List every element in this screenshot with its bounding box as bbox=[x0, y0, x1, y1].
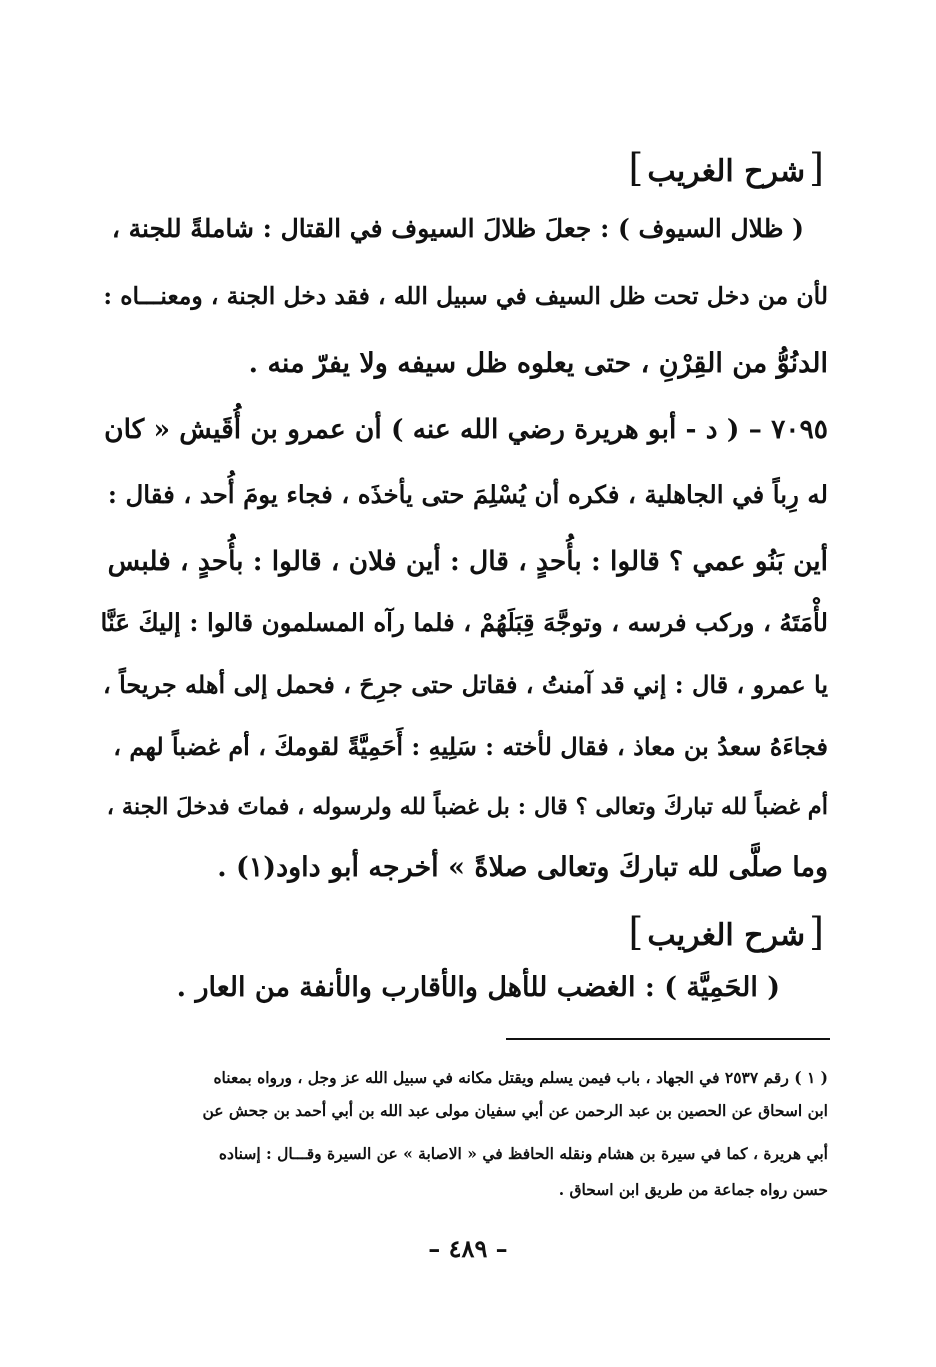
text-line: له رِباً في الجاهلية ، فكره أن يُسْلِمَ حتى يأخذَه ، فجاء يومَ أُحد ، فقال : bbox=[107, 480, 828, 509]
section-heading-gharib-2 bbox=[625, 912, 828, 956]
text-line: الدنُوُّ من القِرْنِ ، حتى يعلوه ظل سيفه ولا يفرّ منه . bbox=[248, 348, 828, 379]
text-line: لأْمَتَهُ ، وركب فرسه ، وتوجَّهَ قِبَلَهُمْ ، فلما رآه المسلمون قالوا : إليكَ عَنَّا bbox=[100, 608, 828, 637]
footnote-line: أبي هريرة ، كما في سيرة بن هشام ونقله الحافظ في « الاصابة » عن السيرة وقـــال : إسناده bbox=[218, 1144, 828, 1163]
bracket-close: ] bbox=[628, 146, 644, 190]
heading-text: شرح الغريب bbox=[647, 918, 806, 953]
footnote-line: حسن رواه جماعة من طريق ابن اسحاق . bbox=[558, 1180, 828, 1199]
text-line: لأن من دخل تحت ظل السيف في سبيل الله ، فقد دخل الجنة ، ومعنـــاه : bbox=[103, 282, 828, 310]
text-line: ( ظلال السيوف ) : جعلَ ظلالَ السيوف في القتال : شاملةً للجنة ، bbox=[111, 214, 804, 243]
bracket-close: ] bbox=[628, 910, 644, 954]
footnote-line: ابن اسحاق عن الحصين بن عبد الرحمن عن أبي سفيان مولى عبد الله بن أبي أحمد بن جحش عن bbox=[202, 1101, 828, 1120]
footnote-divider bbox=[506, 1038, 830, 1040]
text-line: ( الحَمِيَّة ) : الغضب للأهل والأقارب والأنفة من العار . bbox=[176, 972, 780, 1003]
bracket-open: [ bbox=[809, 910, 824, 954]
text-line: يا عمرو ، قال : إني قد آمنتُ ، فقاتل حتى جرِحَ ، فحمل إلى أهله جريحاً ، bbox=[102, 670, 828, 699]
section-heading-gharib bbox=[625, 148, 828, 192]
text-line: أم غضباً لله تباركَ وتعالى ؟ قال : بل غضباً لله ولرسوله ، فماتَ فدخلَ الجنة ، bbox=[106, 794, 828, 820]
heading-text: شرح الغريب bbox=[647, 154, 806, 189]
footnote-line: ( ١ ) رقم ٢٥٣٧ في الجهاد ، باب فيمن يسلم ويقتل مكانه في سبيل الله عز وجل ، ورواه بمعناه bbox=[213, 1068, 828, 1087]
text-line: فجاءَهُ سعدُ بن معاذ ، فقال لأخته : سَلِيهِ : أَحَمِيَّةً لقومكَ ، أم غضباً لهم ، bbox=[113, 732, 828, 761]
text-line: وما صلَّى لله تباركَ وتعالى صلاةً » أخرجه أبو داود(١) . bbox=[217, 852, 828, 883]
page-number: – ٤٨٩ – bbox=[428, 1234, 508, 1263]
text-line: أين بَنُو عمي ؟ قالوا : بأُحدٍ ، قال : أين فلان ، قالوا : بأُحدٍ ، فلبس bbox=[107, 546, 828, 577]
text-line: ٧٠٩٥ – ( د - أبو هريرة رضي الله عنه ) أن عمرو بن أُقَيش « كان bbox=[104, 414, 828, 445]
bracket-open: [ bbox=[809, 146, 824, 190]
